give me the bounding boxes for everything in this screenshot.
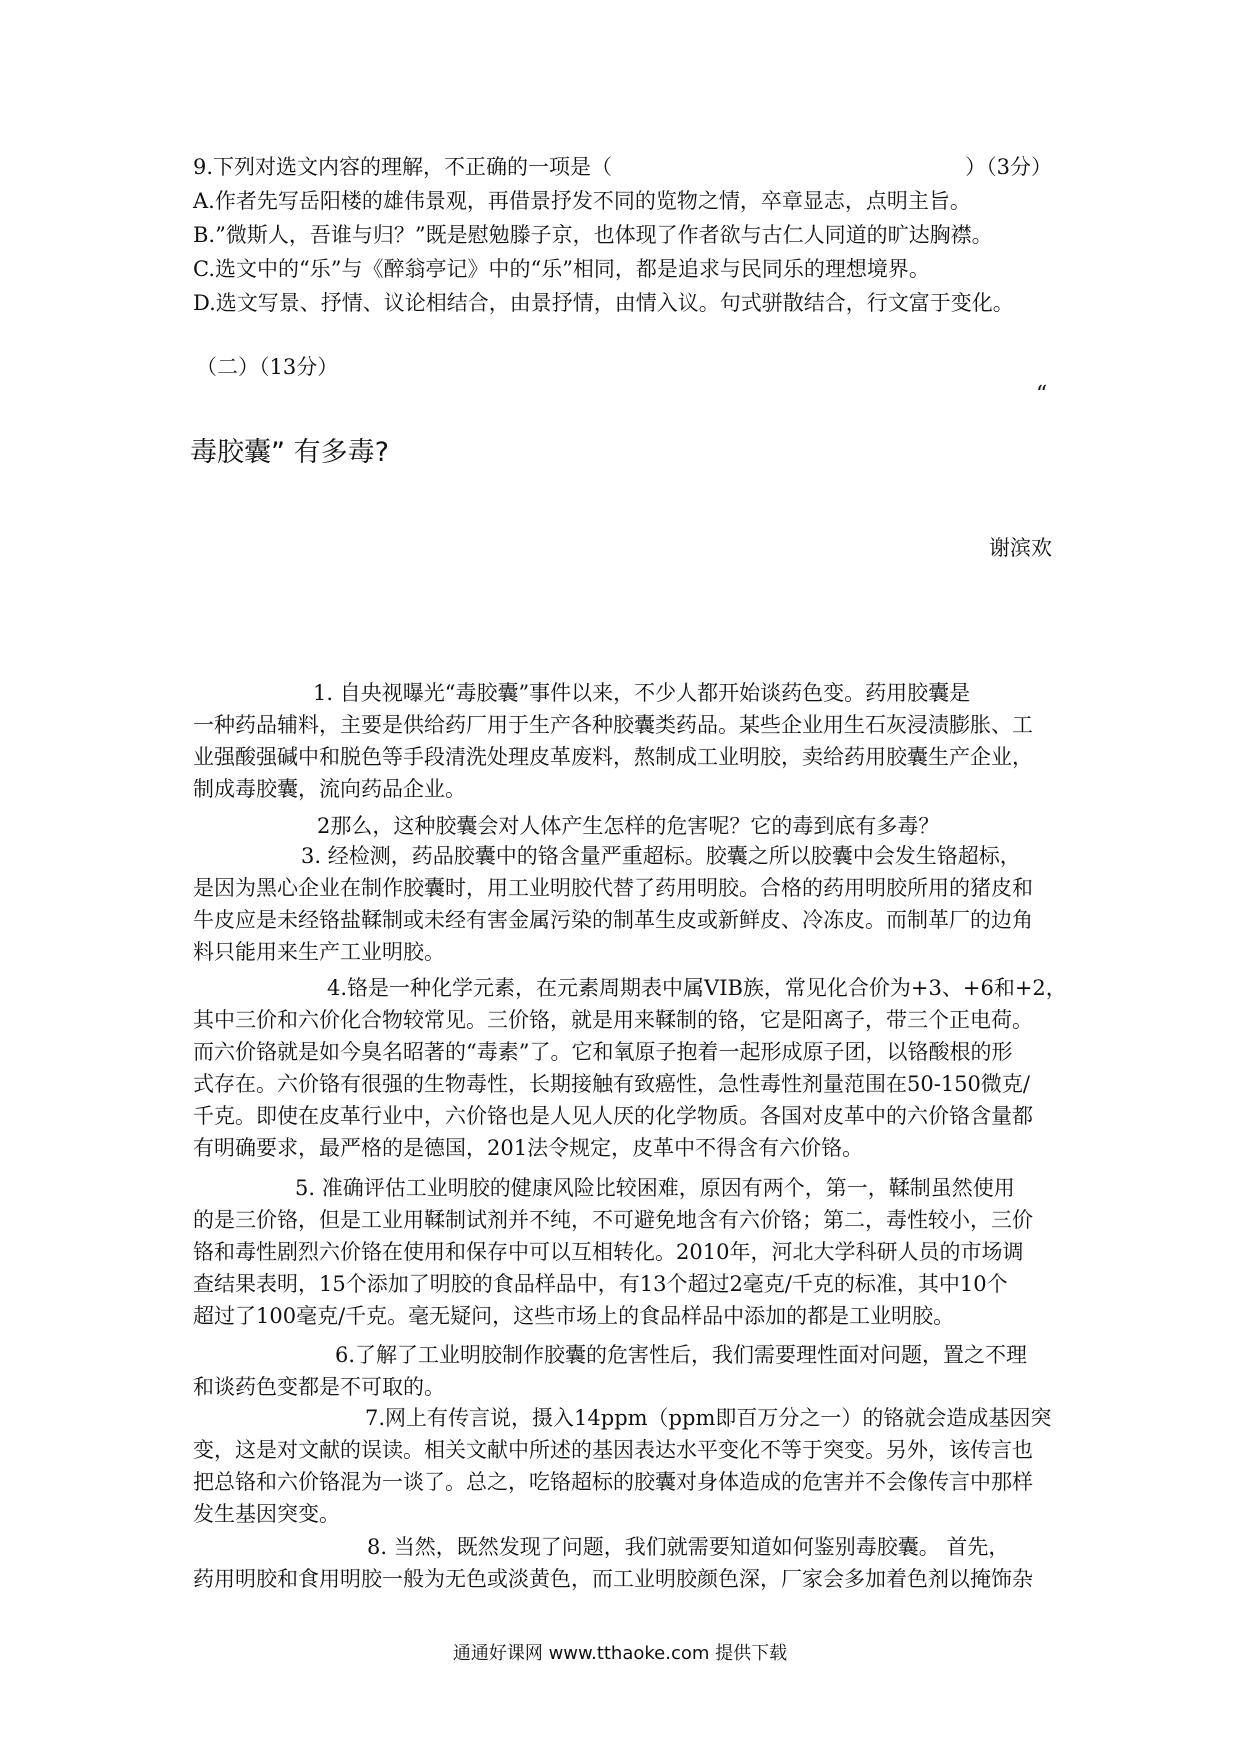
paragraph-line: 而六价铬就是如今臭名昭著的“毒素”了。它和氧原子抱着一起形成原子团，以铬酸根的形 xyxy=(193,1040,1013,1064)
article-paragraph xyxy=(193,677,1055,805)
article-paragraph xyxy=(193,1531,1055,1595)
article-title: 毒胶囊” 有多毒? xyxy=(190,437,389,468)
paragraph-line: 查结果表明，15个添加了明胶的食品样品中，有13个超过2毫克/千克的标准，其中10个 xyxy=(193,1272,1008,1296)
paragraph-line: 有明确要求，最严格的是德国，201法令规定，皮革中不得含有六价铬。 xyxy=(193,1136,864,1160)
paragraph-line: 牛皮应是未经铬盐鞣制或未经有害金属污染的制革生皮或新鲜皮、冷冻皮。而制革厂的边角 xyxy=(193,908,1033,932)
paragraph-line: 2那么，这种胶囊会对人体产生怎样的危害呢？它的毒到底有多毒？ xyxy=(317,814,940,838)
paragraph-line: 业强酸强碱中和脱色等手段清洗处理皮革废料，熬制成工业明胶，卖给药用胶囊生产企业， xyxy=(193,745,1033,769)
paragraph-line: 3. 经检测，药品胶囊中的铬含量严重超标。胶囊之所以胶囊中会发生铬超标， xyxy=(301,844,1021,868)
paragraph-line: 千克。即使在皮革行业中，六价铬也是人见人厌的化学物质。各国对皮革中的六价铬含量都 xyxy=(193,1104,1033,1128)
section-heading: （二）（13分） xyxy=(196,355,339,379)
question-9-option: D.选文写景、抒情、议论相结合，由景抒情，由情入议。句式骈散结合，行文富于变化。 xyxy=(193,291,1014,315)
article-paragraph xyxy=(193,1402,1055,1530)
paragraph-line: 超过了100毫克/千克。毫无疑问，这些市场上的食品样品中添加的都是工业明胶。 xyxy=(193,1304,955,1328)
paragraph-line: 铬和毒性剧烈六价铬在使用和保存中可以互相转化。2010年，河北大学科研人员的市场调 xyxy=(193,1240,1024,1264)
question-9-option: B.”微斯人，吾谁与归？”既是慰勉滕子京，也体现了作者欲与古仁人同道的旷达胸襟。 xyxy=(193,223,993,247)
paragraph-line: 的是三价铬，但是工业用鞣制试剂并不纯，不可避免地含有六价铬；第二，毒性较小，三价 xyxy=(193,1208,1033,1232)
paragraph-line: 变，这是对文献的误读。相关文献中所述的基因表达水平变化不等于突变。另外，该传言也 xyxy=(193,1438,1033,1462)
paragraph-line: 一种药品辅料，主要是供给药厂用于生产各种胶囊类药品。某些企业用生石灰浸渍膨胀、工 xyxy=(193,713,1033,737)
paragraph-line: 发生基因突变。 xyxy=(193,1502,340,1526)
title-open-quote: “ xyxy=(1036,382,1048,407)
paragraph-line: 8. 当然，既然发现了问题，我们就需要知道如何鉴别毒胶囊。 首先， xyxy=(367,1535,1010,1559)
page-footer: 通通好课网 www.tthaoke.com 提供下载 xyxy=(452,1643,788,1664)
paragraph-line: 是因为黑心企业在制作胶囊时，用工业明胶代替了药用明胶。合格的药用明胶所用的猪皮和 xyxy=(193,876,1033,900)
article-author: 谢滨欢 xyxy=(989,536,1052,560)
paragraph-line: 料只能用来生产工业明胶。 xyxy=(193,940,445,964)
paragraph-line: 4.铬是一种化学元素，在元素周期表中属VIB族，常见化合价为+3、+6和+2， xyxy=(327,976,1067,1000)
paragraph-line: 6.了解了工业明胶制作胶囊的危害性后，我们需要理性面对问题，置之不理 xyxy=(335,1343,1028,1367)
paragraph-line: 5. 准确评估工业明胶的健康风险比较困难，原因有两个，第一，鞣制虽然使用 xyxy=(295,1176,1015,1200)
article-paragraph xyxy=(193,810,1055,842)
question-9-stem: 9.下列对选文内容的理解，不正确的一项是（ xyxy=(193,155,613,179)
paragraph-line: 1. 自央视曝光“毒胶囊”事件以来，不少人都开始谈药色变。药用胶囊是 xyxy=(313,681,971,705)
article-paragraph xyxy=(193,840,1055,968)
paragraph-line: 其中三价和六价化合物较常见。三价铬，就是用来鞣制的铬，它是阳离子，带三个正电荷。 xyxy=(193,1008,1033,1032)
paragraph-line: 制成毒胶囊，流向药品企业。 xyxy=(193,777,466,801)
paragraph-line: 药用明胶和食用明胶一般为无色或淡黄色，而工业明胶颜色深，厂家会多加着色剂以掩饰杂 xyxy=(193,1567,1033,1591)
paragraph-line: 式存在。六价铬有很强的生物毒性，长期接触有致癌性，急性毒性剂量范围在50-150微克/ xyxy=(193,1072,1030,1096)
paragraph-line: 7.网上有传言说，摄入14ppm（ppm即百万分之一）的铬就会造成基因突 xyxy=(365,1406,1052,1430)
article-paragraph xyxy=(193,1172,1055,1332)
paragraph-line: 和谈药色变都是不可取的。 xyxy=(193,1375,445,1399)
paragraph-line: 把总铬和六价铬混为一谈了。总之，吃铬超标的胶囊对身体造成的危害并不会像传言中那样 xyxy=(193,1470,1033,1494)
question-9-score: ）（3分） xyxy=(965,155,1052,179)
question-9-option: C.选文中的“乐”与《醉翁亭记》中的“乐”相同，都是追求与民同乐的理想境界。 xyxy=(193,257,930,281)
article-paragraph xyxy=(193,1339,1055,1403)
article-paragraph xyxy=(193,972,1067,1164)
question-9-option: A.作者先写岳阳楼的雄伟景观，再借景抒发不同的览物之情，卒章显志，点明主旨。 xyxy=(193,189,971,213)
